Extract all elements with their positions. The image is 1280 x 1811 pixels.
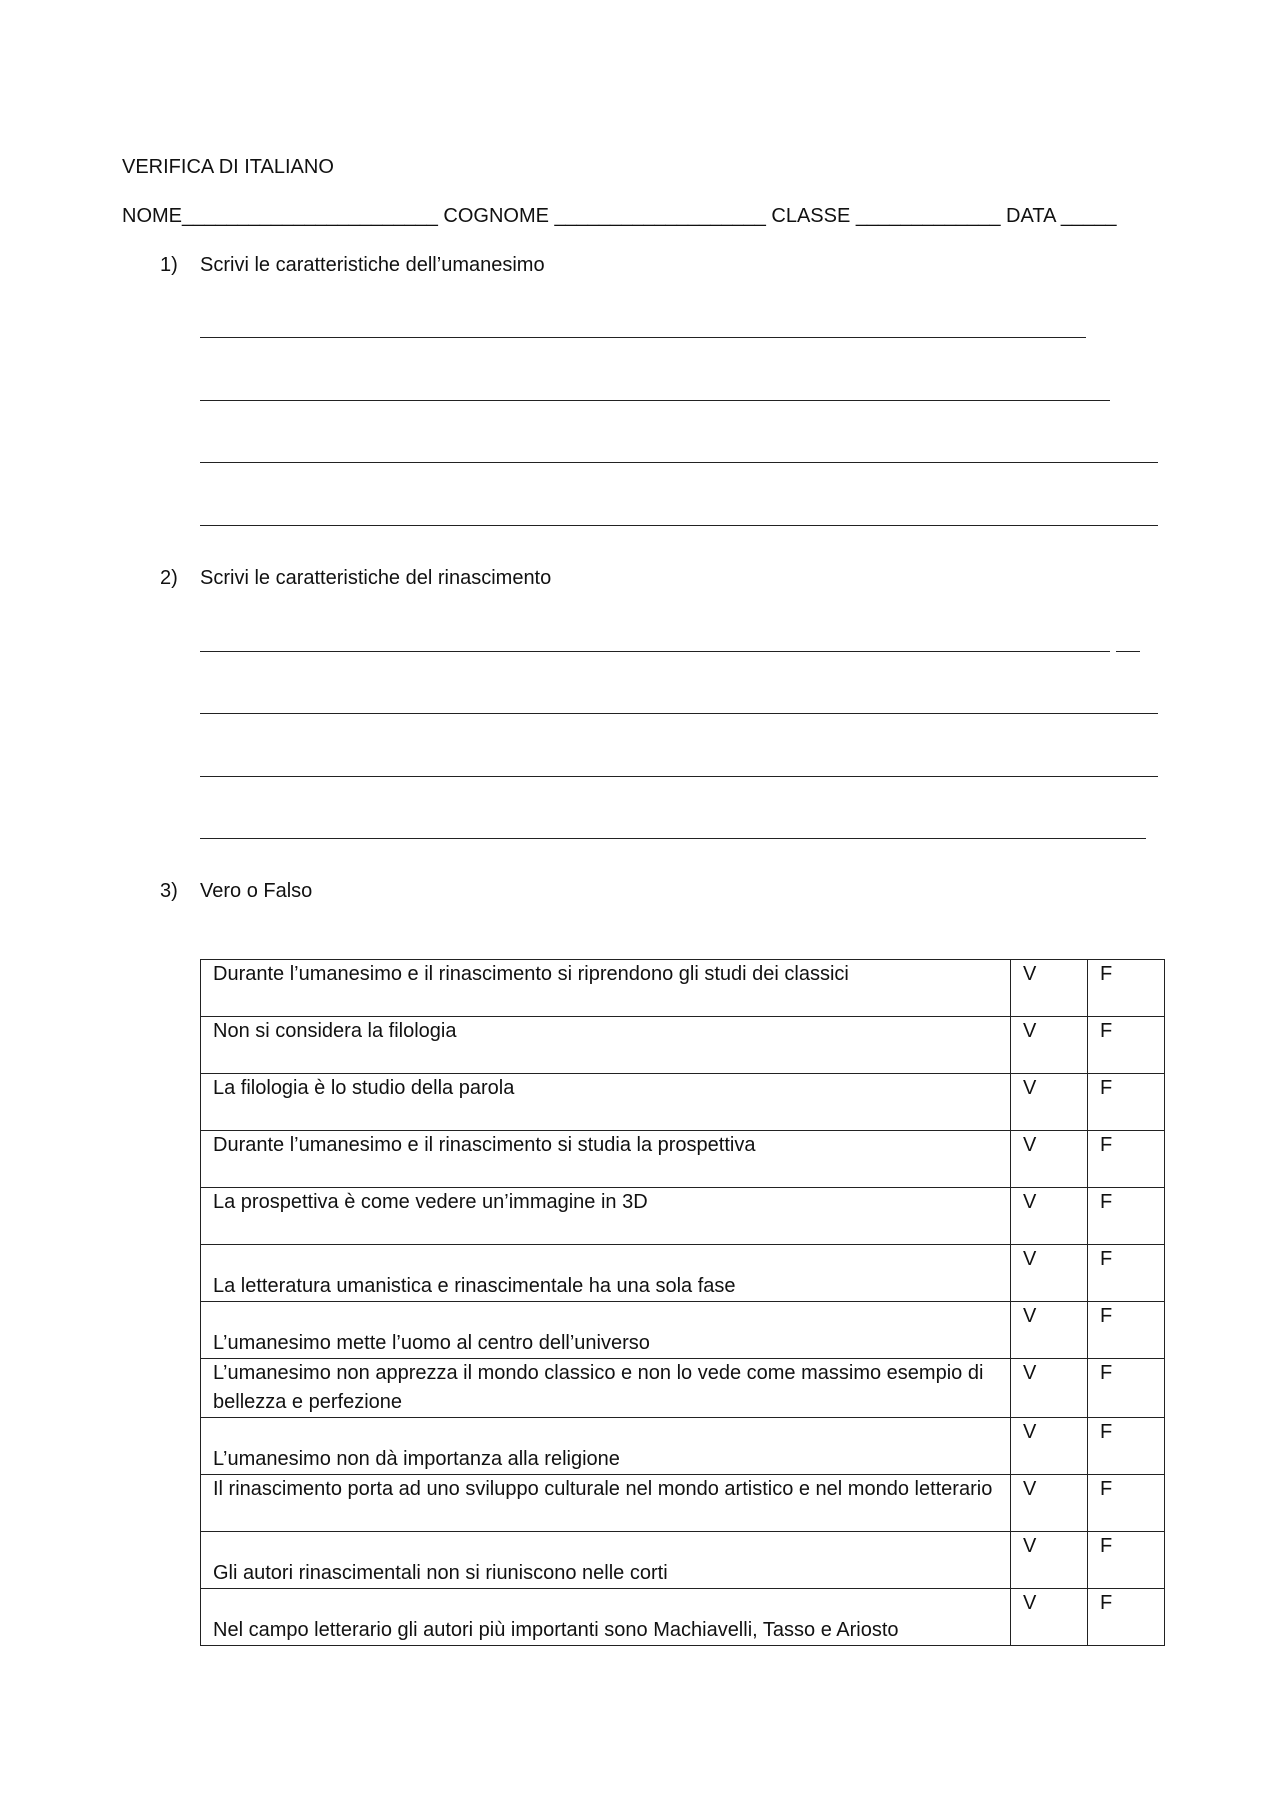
statement-cell: Durante l’umanesimo e il rinascimento si studia la prospettiva [201, 1131, 1011, 1188]
false-option[interactable]: F [1088, 1131, 1165, 1188]
statement-cell: La prospettiva è come vedere un’immagine in 3D [201, 1188, 1011, 1245]
false-option[interactable]: F [1088, 1074, 1165, 1131]
true-option[interactable]: V [1011, 1074, 1088, 1131]
table-row [201, 1359, 1165, 1418]
true-false-table [200, 959, 1165, 1646]
table-row [201, 1302, 1165, 1359]
false-option[interactable]: F [1088, 1017, 1165, 1074]
true-option[interactable]: V [1011, 1589, 1088, 1646]
false-option[interactable]: F [1088, 1475, 1165, 1532]
table-row [201, 1188, 1165, 1245]
statement-cell: Il rinascimento porta ad uno sviluppo culturale nel mondo artistico e nel mondo letterario [201, 1475, 1011, 1532]
table-row [201, 1475, 1165, 1532]
answer-line[interactable] [200, 713, 1158, 714]
answer-line[interactable] [200, 838, 1146, 839]
statement-cell: L’umanesimo non apprezza il mondo classico e non lo vede come massimo esempio di bellezza e perfezione [201, 1359, 1011, 1418]
answer-line[interactable] [200, 400, 1110, 401]
false-option[interactable]: F [1088, 960, 1165, 1017]
table-row [201, 1245, 1165, 1302]
statement-cell: La letteratura umanistica e rinascimentale ha una sola fase [201, 1245, 1011, 1302]
table-row [201, 1074, 1165, 1131]
question-text: Vero o Falso [200, 880, 313, 902]
false-option[interactable]: F [1088, 1245, 1165, 1302]
true-option[interactable]: V [1011, 1359, 1088, 1418]
question-number: 3) [160, 880, 178, 902]
answer-line-extension[interactable] [1116, 651, 1140, 652]
table-row [201, 1589, 1165, 1646]
false-option[interactable]: F [1088, 1589, 1165, 1646]
false-option[interactable]: F [1088, 1532, 1165, 1589]
document-title: VERIFICA DI ITALIANO [122, 156, 334, 178]
statement-cell: L’umanesimo non dà importanza alla religione [201, 1418, 1011, 1475]
false-option[interactable]: F [1088, 1188, 1165, 1245]
statement-cell: Gli autori rinascimentali non si riuniscono nelle corti [201, 1532, 1011, 1589]
question-number: 1) [160, 254, 178, 276]
statement-cell: Durante l’umanesimo e il rinascimento si riprendono gli studi dei classici [201, 960, 1011, 1017]
statement-cell: Nel campo letterario gli autori più importanti sono Machiavelli, Tasso e Ariosto [201, 1589, 1011, 1646]
answer-line[interactable] [200, 462, 1158, 463]
true-option[interactable]: V [1011, 1475, 1088, 1532]
false-option[interactable]: F [1088, 1302, 1165, 1359]
statement-cell: Non si considera la filologia [201, 1017, 1011, 1074]
table-row [201, 960, 1165, 1017]
answer-line[interactable] [200, 525, 1158, 526]
true-option[interactable]: V [1011, 1245, 1088, 1302]
statement-cell: La filologia è lo studio della parola [201, 1074, 1011, 1131]
true-option[interactable]: V [1011, 1017, 1088, 1074]
true-option[interactable]: V [1011, 1131, 1088, 1188]
table-row [201, 1017, 1165, 1074]
true-option[interactable]: V [1011, 1188, 1088, 1245]
table-row [201, 1532, 1165, 1589]
true-option[interactable]: V [1011, 1418, 1088, 1475]
student-info-line[interactable]: NOME_______________________ COGNOME ___________________ CLASSE _____________ DATA _____ [122, 205, 1117, 227]
true-option[interactable]: V [1011, 1302, 1088, 1359]
statement-cell: L’umanesimo mette l’uomo al centro dell’universo [201, 1302, 1011, 1359]
true-option[interactable]: V [1011, 960, 1088, 1017]
answer-line[interactable] [200, 337, 1086, 338]
answer-line[interactable] [200, 776, 1158, 777]
answer-line[interactable] [200, 651, 1110, 652]
question-text: Scrivi le caratteristiche del rinascimento [200, 567, 552, 589]
question-number: 2) [160, 567, 178, 589]
false-option[interactable]: F [1088, 1418, 1165, 1475]
false-option[interactable]: F [1088, 1359, 1165, 1418]
table-row [201, 1131, 1165, 1188]
true-option[interactable]: V [1011, 1532, 1088, 1589]
table-row [201, 1418, 1165, 1475]
question-text: Scrivi le caratteristiche dell’umanesimo [200, 254, 545, 276]
